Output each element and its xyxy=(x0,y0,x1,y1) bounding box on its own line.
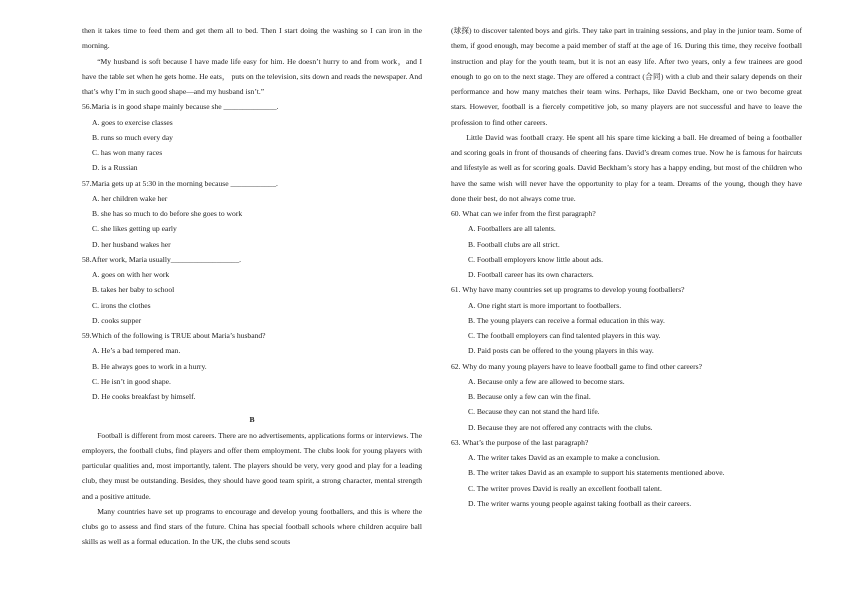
question-stem: 58.After work, Maria usually__________________. xyxy=(82,254,242,264)
passage-b-paragraph: Little David was football crazy. He spent all his spare time kicking a ball. He dreamed of being a footballer and scoring goals in front of thousands of cheering fans. David’s dream comes true. Now he is famous for haircuts and lifestyle as well as for scoring goals. David Beckham’s story has a happy ending, but most of the children who have the same wish will never have the opportunity to play for a team. Dreams of the young, though they have done their best, do not always come true. xyxy=(451,132,802,203)
answer-option: C. He isn’t in good shape. xyxy=(92,376,171,386)
question-58 xyxy=(82,252,422,328)
right-column xyxy=(451,23,802,511)
answer-option: D. cooks supper xyxy=(92,315,142,325)
question-stem: 59.Which of the following is TRUE about Maria’s husband? xyxy=(82,331,266,340)
question-stem: 56.Maria is in good shape mainly because she ______________. xyxy=(82,102,279,112)
question-stem: 62. Why do many young players have to leave football game to find other careers? xyxy=(451,361,703,371)
answer-option: B. The young players can receive a formal education in this way. xyxy=(468,315,665,325)
answer-option: C. The writer proves David is really an excellent football talent. xyxy=(468,483,662,493)
passage-b-paragraph: (球探) to discover talented boys and girls. They take part in training sessions, and play in the junior team. Some of them, if good enough, may become a paid member of staff at the age of 16. During this time, they receive football instruction and play for the youth team, but it is not an easy life. After two years, only a few trainees are good enough to go on to the next stage. They are offered a contract (合同) with a club and their salary depends on their performance and how many matches their team wins. Perhaps, like David Beckham, one or two become great stars. However, football is a fiercely competitive job, so many players are not successful and have to leave the profession to find other careers. xyxy=(451,26,802,127)
answer-option: A. Because only a few are allowed to become stars. xyxy=(468,376,625,386)
question-stem: 63. What’s the purpose of the last paragraph? xyxy=(451,437,589,447)
passage-b-paragraph: Football is different from most careers. There are no advertisements, applications forms or interviews. The employers, the football clubs, find players and offer them employment. The clubs look for young players with particular qualities and, most importantly, talent. The players should be very, very good and play for a leading club, they must be outstanding. Besides, they should have good team spirit, a strong character, mental strength and a positive attitude. xyxy=(82,430,422,501)
answer-option: D. is a Russian xyxy=(92,163,138,173)
answer-option: D. her husband wakes her xyxy=(92,239,171,249)
left-column xyxy=(82,23,422,550)
passage-a-paragraph: “My husband is soft because I have made life easy for him. He doesn’t hurry to and from work，and I have the table set when he gets home. He eats， puts on the television, sits down and reads the newspaper. And that’s why I’m in such good shape—and my husband isn’t.” xyxy=(82,56,422,96)
question-60 xyxy=(451,206,802,282)
question-63 xyxy=(451,435,802,511)
question-59 xyxy=(82,328,422,404)
answer-option: B. Because only a few can win the final. xyxy=(468,392,591,401)
question-61 xyxy=(451,282,802,358)
answer-option: C. Football employers know little about ads. xyxy=(468,254,603,264)
question-62 xyxy=(451,359,802,435)
passage-a-paragraph: then it takes time to feed them and get them all to bed. Then I start doing the washing so I can iron in the morning. xyxy=(82,26,422,51)
question-stem: 57.Maria gets up at 5:30 in the morning because ____________. xyxy=(82,178,278,188)
section-b-heading: B xyxy=(249,415,255,425)
answer-option: A. her children wake her xyxy=(92,193,168,203)
answer-option: A. goes to exercise classes xyxy=(92,117,173,127)
answer-option: B. she has so much to do before she goes to work xyxy=(92,209,243,218)
answer-option: B. He always goes to work in a hurry. xyxy=(92,361,207,371)
answer-option: D. Football career has its own characters. xyxy=(468,270,594,279)
answer-option: B. Football clubs are all strict. xyxy=(468,239,560,249)
answer-option: A. One right start is more important to footballers. xyxy=(468,300,622,310)
answer-option: D. The writer warns young people against taking football as their careers. xyxy=(468,498,692,508)
question-56 xyxy=(82,99,422,175)
answer-option: B. runs so much every day xyxy=(92,132,173,142)
question-57 xyxy=(82,176,422,252)
answer-option: A. He’s a bad tempered man. xyxy=(92,346,181,356)
answer-option: C. irons the clothes xyxy=(92,300,151,310)
question-stem: 60. What can we infer from the first paragraph? xyxy=(451,209,596,218)
answer-option: D. Because they are not offered any contracts with the clubs. xyxy=(468,422,653,432)
answer-option: A. goes on with her work xyxy=(92,270,170,279)
answer-option: A. Footballers are all talents. xyxy=(468,224,556,234)
answer-option: D. Paid posts can be offered to the young players in this way. xyxy=(468,346,654,356)
answer-option: C. Because they can not stand the hard life. xyxy=(468,407,600,417)
answer-option: B. The writer takes David as an example to support his statements mentioned above. xyxy=(468,468,725,478)
answer-option: D. He cooks breakfast by himself. xyxy=(92,392,196,401)
passage-b-paragraph: Many countries have set up programs to encourage and develop young footballers, and this is where the clubs go to assess and find stars of the future. China has special football schools where children acquire ball skills as well as a formal education. In the UK, the clubs send scouts xyxy=(82,506,422,547)
answer-option: B. takes her baby to school xyxy=(92,285,175,295)
answer-option: C. she likes getting up early xyxy=(92,224,177,234)
answer-option: A. The writer takes David as an example to make a conclusion. xyxy=(468,453,660,462)
answer-option: C. has won many races xyxy=(92,148,163,157)
question-stem: 61. Why have many countries set up programs to develop young footballers? xyxy=(451,285,685,295)
answer-option: C. The football employers can find talented players in this way. xyxy=(468,331,661,340)
